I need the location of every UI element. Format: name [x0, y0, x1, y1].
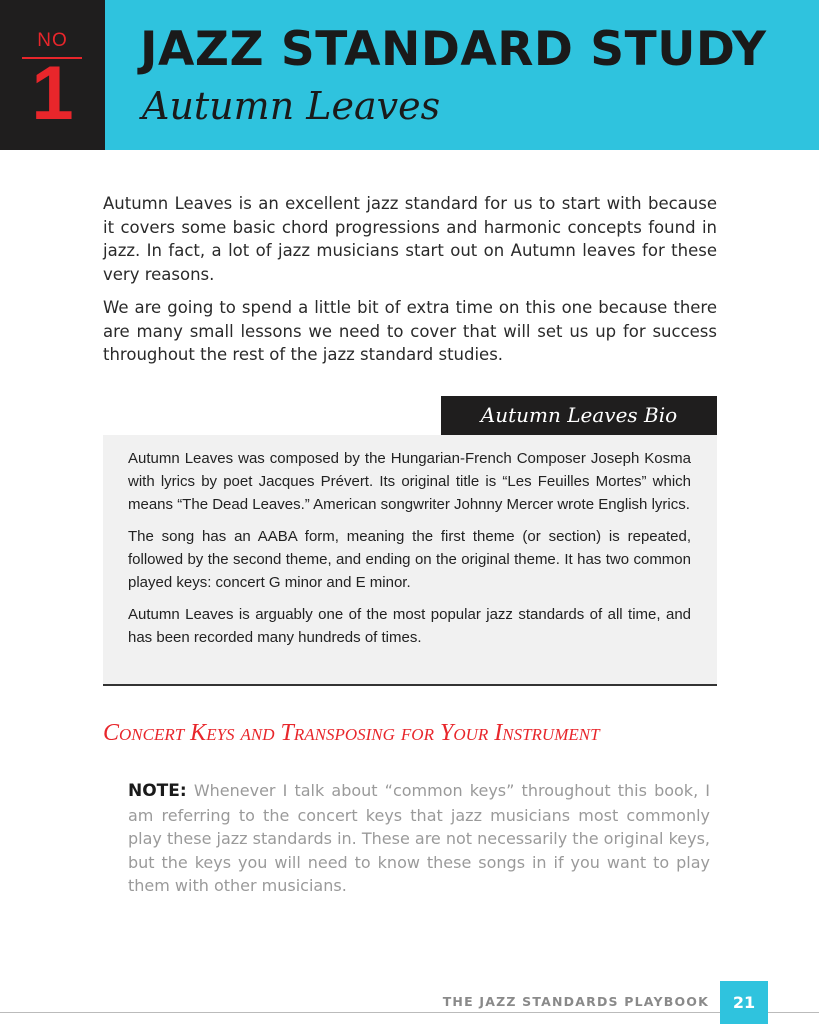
bio-paragraph: Autumn Leaves is arguably one of the most popular jazz standards of all time, and has been recorded many hundreds of times.: [128, 606, 691, 646]
bio-box: [103, 435, 717, 686]
section-heading: Concert Keys and Transposing for Your Instrument: [103, 720, 600, 746]
intro-section: [103, 192, 717, 377]
badge-label: NO: [37, 30, 68, 51]
intro-paragraph: Autumn Leaves is an excellent jazz standard for us to start with because it covers some basic chord progressions and harmonic concepts found in jazz. In fact, a lot of jazz musicians start out on Autumn leaves for these very reasons.: [103, 194, 717, 284]
page-number: 21: [720, 981, 768, 1024]
badge-number: 1: [31, 51, 74, 136]
note-text: Whenever I talk about “common keys” throughout this book, I am referring to the concert keys that jazz musicians most commonly play these jazz standards in. These are not necessarily the original keys, but the keys you will need to know these songs in if you want to play them with other musicians.: [128, 781, 710, 895]
page-subtitle: Autumn Leaves: [142, 84, 441, 128]
bio-paragraph: Autumn Leaves was composed by the Hungarian-French Composer Joseph Kosma with lyrics by poet Jacques Prévert. Its original title is “Les Feuilles Mortes” which means “The Dead Leaves.” American songwriter Johnny Mercer wrote English lyrics.: [128, 450, 691, 513]
intro-paragraph: We are going to spend a little bit of extra time on this one because there are many small lessons we need to cover that will set us up for success throughout the rest of the jazz standard studies.: [103, 298, 717, 364]
footer-book-title: THE JAZZ STANDARDS PLAYBOOK: [442, 994, 709, 1009]
note-label: NOTE:: [128, 781, 187, 801]
footer-rule: [0, 1012, 819, 1013]
bio-paragraph: The song has an AABA form, meaning the first theme (or section) is repeated, followed by the second theme, and ending on the original theme. It has two common played keys: concert G minor and E minor.: [128, 528, 691, 591]
page-title: JAZZ STANDARD STUDY: [140, 22, 767, 77]
page-header: [0, 0, 819, 150]
study-number-badge: [0, 0, 105, 150]
note-box: [128, 779, 710, 898]
bio-tag: Autumn Leaves Bio: [441, 396, 717, 435]
